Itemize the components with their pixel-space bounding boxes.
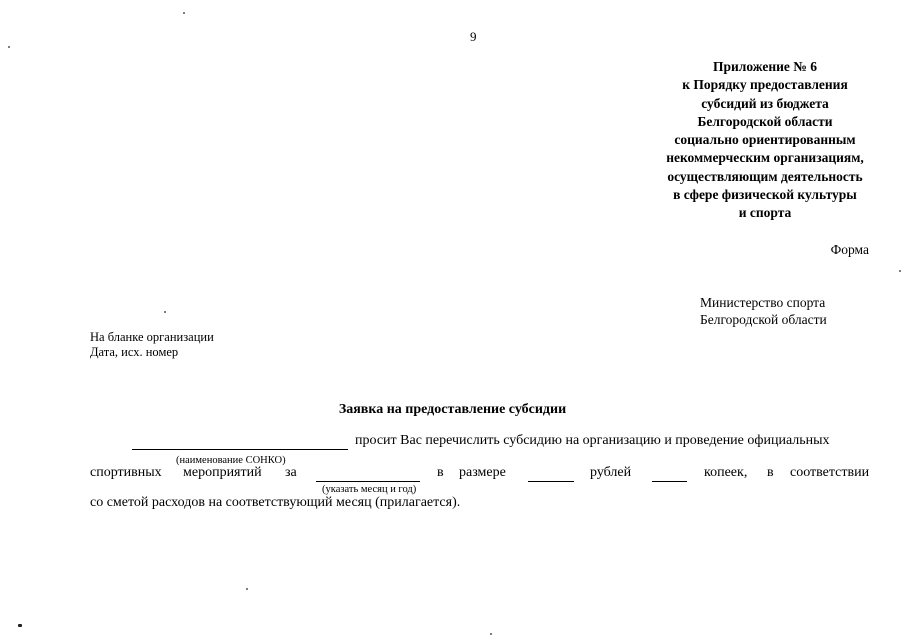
rubles-blank[interactable] [528, 481, 574, 482]
recipient-block [700, 294, 870, 328]
appendix-line: к Порядку предоставления [682, 77, 848, 93]
document-title: Заявка на предоставление субсидии [338, 402, 567, 417]
scan-speck [183, 12, 185, 14]
scan-speck [18, 624, 22, 627]
org-name-blank[interactable] [132, 449, 348, 450]
form-label: Форма [830, 242, 869, 257]
word: в [437, 465, 444, 480]
word: за [285, 465, 297, 480]
word: соответствии [790, 465, 870, 480]
word: размере [459, 465, 506, 480]
word: в [767, 465, 774, 480]
appendix-header [640, 58, 890, 223]
letterhead-line: Дата, исх. номер [90, 345, 179, 359]
scan-speck [899, 270, 901, 272]
scan-speck [490, 633, 492, 635]
page-number: 9 [470, 29, 477, 44]
org-name-caption: (наименование СОНКО) [176, 455, 286, 466]
letterhead-note [90, 330, 214, 360]
appendix-line: Приложение № 6 [713, 59, 817, 74]
estimate-text: со сметой расходов на соответствующий месяц (прилагается). [90, 495, 461, 510]
letterhead-line: На бланке организации [90, 330, 214, 344]
recipient-line: Белгородской области [700, 312, 827, 327]
period-caption: (указать месяц и год) [322, 484, 417, 495]
appendix-line: осуществляющим деятельность [667, 168, 863, 184]
appendix-line: Белгородской области [697, 113, 833, 129]
appendix-line: некоммерческим организациям, [666, 150, 864, 166]
scan-speck [246, 588, 248, 590]
request-text: просит Вас перечислить субсидию на организацию и проведение официальных [355, 433, 830, 448]
word: спортивных [90, 465, 162, 480]
scan-speck [8, 46, 10, 48]
word: рублей [590, 465, 632, 480]
period-blank[interactable] [316, 481, 420, 482]
recipient-line: Министерство спорта [700, 295, 826, 310]
word: мероприятий [183, 465, 262, 480]
word: копеек, [704, 465, 748, 480]
kopecks-blank[interactable] [652, 481, 687, 482]
appendix-line: социально ориентированным [674, 132, 856, 148]
appendix-line: в сфере физической культуры [673, 187, 857, 203]
appendix-line: субсидий из бюджета [701, 95, 829, 111]
appendix-line: и спорта [738, 205, 792, 221]
scan-speck [164, 311, 166, 313]
